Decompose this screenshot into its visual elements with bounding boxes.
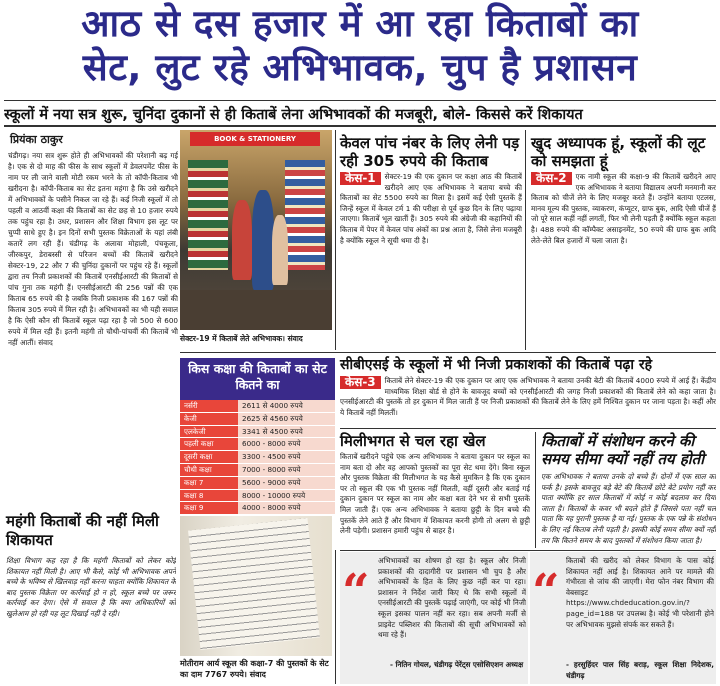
divider (340, 550, 716, 551)
person-figure (252, 190, 274, 290)
subheadline: स्कूलों में नया सत्र शुरू, चुनिंदा दुकानों से ही किताबें लेना अभिभावकों की मजबूरी, बोले- किससे करें शिकायत (4, 107, 583, 123)
grade-cell: केजी (180, 413, 238, 425)
column-divider (535, 432, 536, 548)
complaint-box (6, 512, 176, 684)
price-table (180, 358, 335, 516)
story1-title: केवल पांच नंबर के लिए लेनी पड़ रही 305 रुपये की किताब (340, 134, 520, 170)
case-1-badge: केस-1 (340, 172, 381, 185)
price-table-row (180, 502, 335, 515)
floor (180, 290, 332, 330)
person-figure (272, 215, 288, 285)
price-cell: 2625 से 4560 रुपये (238, 413, 335, 425)
grade-cell: पहली कक्षा (180, 438, 238, 450)
photo-sign: BOOK & STATIONERY (190, 132, 320, 146)
story5-body: एक अभिभावक ने बताया उनके दो बच्चे हैं। दोनों में एक साल का फर्क है। इसके बावजूद बड़े बेटे की किताबें छोटे बेटे प्रयोग नहीं कर पाता क्योंकि हर साल किताबों में कोई न कोई बदलाव कर दिया जाता है। किताबों के कवर भी बदले होते हैं जिससे पता नहीं चल पाता कि यह पुरानी पुस्तक है या नई। पुस्तक के एक पन्ने के संशोधन के लिए नई किताब लेनी पड़ती है। इसकी कोई समय सीमा क्यों नहीं तय कि कितने समय के बाद पुस्तकों में संशोधन किया जाता है। (541, 472, 716, 545)
receipt-lines (188, 518, 320, 650)
bookshelf-image (188, 160, 228, 270)
story2-title: खुद अध्यापक हूं, स्कूलों की लूट को समझता हूं (531, 134, 706, 170)
person-figure (232, 200, 252, 280)
bookshelf-image (285, 160, 325, 270)
left-column-text (8, 150, 178, 490)
byline: प्रियंका ठाकुर (10, 133, 63, 146)
grade-cell: कक्षा 7 (180, 477, 238, 489)
complaint-box-text: शिक्षा विभाग कह रहा है कि महंगी किताबों को लेकर कोई शिकायत नहीं मिली है। आए भी कैसे, कोई भी अभिभावक अपने बच्चे के भविष्य से खिलवाड़ नहीं करना चाहता क्योंकि शिकायत के बाद पुस्तक विक्रेता पर कार्रवाई हो न हो, स्कूल बच्चे पर जरूर कार्रवाई कर देगा। ऐसे में सवाल है कि क्या अधिकारियों को खुलेआम हो रही यह लूट दिखाई नहीं दे रही। (6, 556, 176, 618)
price-cell: 2611 से 4000 रुपये (238, 400, 335, 412)
left-column-paragraph: चंडीगढ़। नया सत्र शुरू होते ही अभिभावकों की परेशानी बढ़ गई है। एक से दो माह की फीस के साथ स्कूलों में डेवलपमेंट फीस के नाम पर ली जाने वाली मोटी रकम भरने के तो कॉपी-किताब भी खरीदना है। कॉपी-किताब का सेट इतना महंगा है कि उसे खरीदने में अभिभावकों के पसीने निकल जा रहे हैं। कई निजी स्कूलों में तो पहली व आठवीं कक्षा की किताबों का सेट छह से 10 हजार रुपये तक पहुंच रहा है। उधर, प्रशासन और शिक्षा विभाग इस लूट पर चुप्पी साधे हुए है। इन दिनों सभी पुस्तक विक्रेताओं के यहां लंबी कतारें लग रही हैं। चंडीगढ़ के अलावा मोहाली, पंचकूला, जीरकपुर, डेराबस्सी से परिजन बच्चों की किताबें खरीदने सेक्टर-19, 22 और 7 की चुनिंदा दुकानों पर पहुंच रहे हैं। स्कूलों द्वारा तय निजी प्रकाशकों की किताबें एनसीईआरटी की किताबों से पांच गुना तक महंगी हैं। एनसीईआरटी की 256 पन्नों की एक किताब 65 रुपये की है जबकि निजी प्रकाशक की 167 पन्नों की किताब 305 रुपये में मिल रही है। अभिभावकों का भी यही सवाल है कि ऐसी कौन सी किताबें स्कूल पढ़ा रहा है जो 500 से 600 रुपये में मिल रही हैं। इतनी महंगी तो चौथी-पांचवीं की किताबें भी नहीं आतीं। संवाद (8, 151, 178, 347)
column-divider (335, 550, 336, 684)
column-divider (335, 130, 336, 350)
price-cell: 5600 - 9000 रुपये (238, 477, 335, 489)
story3-body (340, 376, 716, 426)
bookstore-photo (180, 130, 332, 330)
quote1-text: अभिभावकों का शोषण हो रहा है। स्कूल और निजी प्रकाशकों की दादागीरी पर प्रशासन भी चुप है और अभिभावकों के हित के लिए कुछ नहीं कर पा रहा। प्रशासन ने निर्देश जारी किए थे कि सभी स्कूलों में एनसीईआरटी की पुस्तकें पढ़ाई जाएंगी, पर कोई भी निजी स्कूल इसका पालन नहीं कर रहा। सब अपनी मर्जी से प्राइवेट पब्लिशर की किताबों की सूची अभिभावकों को थमा रहे हैं। (378, 556, 526, 640)
story4-title: मिलीभगत से चल रहा खेल (340, 432, 486, 450)
price-cell: 8000 - 10000 रुपये (238, 490, 335, 502)
story3-title: सीबीएसई के स्कूलों में भी निजी प्रकाशकों की किताबें पढ़ा रहे (340, 357, 653, 373)
price-table-row (180, 464, 335, 477)
column-divider (525, 130, 526, 350)
story5-title: किताबों में संशोधन करने की समय सीमा क्यों नहीं तय होती (541, 432, 705, 468)
price-cell: 3300 - 4500 रुपये (238, 451, 335, 463)
headline-line-2: सेट, लुट रहे अभिभावक, चुप है प्रशासन (82, 46, 638, 89)
story2-body (531, 172, 716, 348)
story1-text: सेक्टर-19 की एक दुकान पर कक्षा आठ की किताबें खरीदने आए एक अभिभावक ने बताया बच्चे की किताबों का सेट 5500 रुपये का मिला है। इसमें कई ऐसी पुस्तकें हैं जिन्हें स्कूल में केवल टर्म 1 की परीक्षा से पूर्व कुछ दिन के लिए पढ़ाया जाएगा। किताबें भूल खातीं हैं। 305 रुपये की अंग्रेजी की कहानियों की किताब में पेपर में केवल पांच अंकों का प्रश्न आता है, जिसे लेना मजबूरी है क्योंकि स्कूल ने सूची थमा दी है। (340, 172, 522, 245)
price-table-rows (180, 400, 335, 515)
case-2-badge: केस-2 (531, 172, 572, 185)
grade-cell: नर्सरी (180, 400, 238, 412)
quote1-attribution: - नितिन गोयल, चंडीगढ़ पेरेंट्स एसोसिएशन अध्यक्ष (390, 660, 524, 669)
divider (4, 100, 716, 101)
price-table-row (180, 477, 335, 490)
receipt-photo (180, 516, 332, 656)
receipt-caption: मोतीराम आर्य स्कूल की कक्षा-7 की पुस्तकों के सेट का दाम 7767 रुपये। संवाद (180, 659, 329, 679)
complaint-box-title: महंगी किताबों की नहीं मिली शिकायत (6, 512, 159, 549)
story1-body (340, 172, 522, 348)
story3-text: किताबें लेने सेक्टर-19 की एक दुकान पर आए एक अभिभावक ने बताया उनकी बेटी की किताबें 4000 रुपये में आई हैं। केंद्रीय माध्यमिक शिक्षा बोर्ड से होने के बावजूद बच्चों को एनसीईआरटी की जगह निजी प्रकाशकों की किताबें लेने को कहा जाता है। एनसीईआरटी की पुस्तकें तो हर दुकान में मिल जाती हैं पर निजी प्रकाशकों की किताबें लेने के लिए हमें निश्चित दुकान पर जाना पड़ता है। कहीं और ये किताबें नहीं मिलतीं। (340, 376, 716, 417)
price-cell: 4000 - 8000 रुपये (238, 502, 335, 514)
headline-line-1: आठ से दस हजार में आ रहा किताबों का (81, 2, 639, 45)
grade-cell: कक्षा 8 (180, 490, 238, 502)
price-cell: 3341 से 4500 रुपये (238, 426, 335, 438)
grade-cell: कक्षा 9 (180, 502, 238, 514)
price-table-row (180, 438, 335, 451)
grade-cell: दूसरी कक्षा (180, 451, 238, 463)
photo-caption: सेक्टर-19 में किताबें लेते अभिभावक। संवाद (180, 334, 303, 343)
quote-mark-icon: “ (532, 564, 560, 620)
price-table-row (180, 413, 335, 426)
headline (0, 2, 720, 90)
divider (4, 125, 716, 127)
price-table-row (180, 490, 335, 503)
price-table-row (180, 451, 335, 464)
case-3-badge: केस-3 (340, 376, 381, 389)
quote2-attribution: - हरसुहिंदर पाल सिंह बराड़, स्कूल शिक्षा निदेशक, चंडीगढ़ (566, 660, 714, 680)
grade-cell: एलकेजी (180, 426, 238, 438)
story4-body: किताबें खरीदने पहुंचे एक अन्य अभिभावक ने बताया दुकान पर स्कूल का नाम बता दो और वह आपको पुस्तकों का पूरा सेट थमा देंगे। बिना स्कूल और पुस्तक विक्रेता की मिलीभगत के यह कैसे मुमकिन है कि एक दुकान पर तो स्कूल की एक भी पुस्तक नहीं मिलती, वहीं दूसरी और बताई गई दुकान दुकान पर स्कूल का नाम और कक्षा बता देने भर से सभी पुस्तकें मिल जाती हैं। एक अन्य अभिभावक ने बताया छुट्टी के दिन बच्चे की पुस्तकें लेने आते हैं और विभाग में शिकायत करनी होगी तो अलग से छुट्टी लेनी पड़ेगी। प्रशासन हमारी पहुंच से बाहर है। (340, 452, 530, 536)
price-table-row (180, 400, 335, 413)
quote-mark-icon: “ (342, 564, 370, 620)
price-cell: 7000 - 8000 रुपये (238, 464, 335, 476)
divider (180, 352, 716, 353)
price-table-title: किस कक्षा की किताबों का सेट कितने का (180, 358, 335, 400)
story2-text: एक नामी स्कूल की कक्षा-9 की किताबें खरीदने आए एक अभिभावक ने बताया विद्यालय अपनी मनमानी कर किताब को चीजें लेने के लिए मजबूर करते हैं। उन्होंने बताया एटलस, मानव मूल्य की पुस्तक, व्याकरण, कंप्यूटर, ग्राफ बुक, आदि ऐसी चीजें हैं जो पूरे साल कहीं नहीं लगतीं, फिर भी लेनी पड़ती हैं क्योंकि स्कूल कहता है। 488 रुपये की कॉम्पैक्ट असाइनमेंट, 50 रुपये की ग्राफ बुक आदि लेते-लेते बिल हजारों में चला जाता है। (531, 172, 716, 245)
divider (340, 428, 716, 429)
price-table-row (180, 426, 335, 439)
grade-cell: चौथी कक्षा (180, 464, 238, 476)
quote2-text: किताबों की खरीद को लेकर विभाग के पास कोई शिकायत नहीं आई है। शिकायत आने पर मामले की गंभीरता से जांच की जाएगी। मेरा फोन नंबर विभाग की वेबसाइट https://www.chdeducation.gov.in/?page_id=188 पर उपलब्ध है। कोई भी परेशानी होने पर अभिभावक मुझसे संपर्क कर सकते हैं। (566, 556, 714, 629)
price-cell: 6000 - 8000 रुपये (238, 438, 335, 450)
